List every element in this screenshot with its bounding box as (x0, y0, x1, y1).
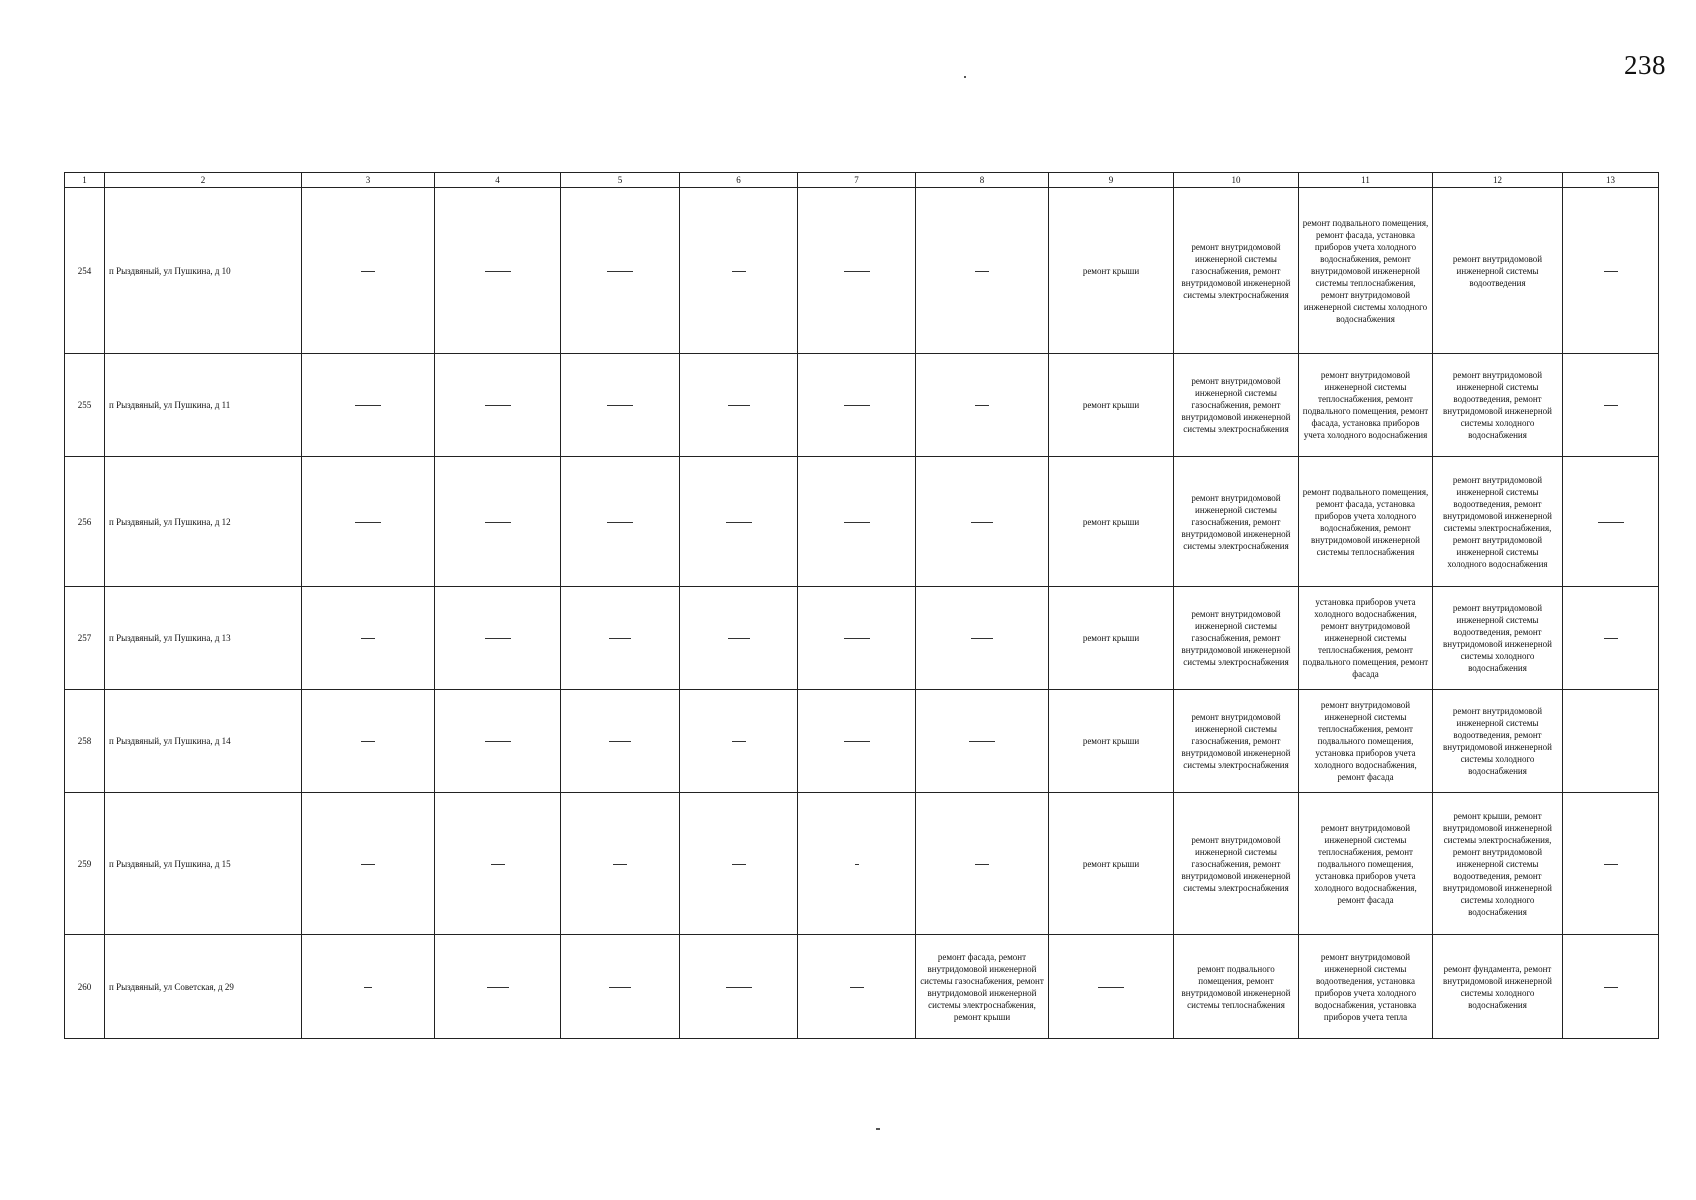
column-number: 2 (105, 173, 302, 188)
empty-cell (798, 935, 916, 1039)
table-row (65, 690, 1659, 793)
work-cell (916, 690, 1049, 793)
dash-mark (971, 522, 993, 523)
empty-cell (1563, 457, 1659, 587)
dash-mark (844, 741, 870, 742)
row-number: 260 (65, 935, 105, 1039)
work-cell: ремонт крыши (1049, 793, 1174, 935)
work-cell: ремонт подвального помещения, ремонт внутридомовой инженерной системы теплоснабжения (1174, 935, 1299, 1039)
dash-mark (728, 638, 750, 639)
dash-mark (1604, 638, 1618, 639)
empty-cell (561, 690, 680, 793)
dash-mark (361, 638, 375, 639)
work-cell: ремонт крыши (1049, 457, 1174, 587)
empty-cell (435, 690, 561, 793)
row-number: 254 (65, 188, 105, 354)
dash-mark (485, 741, 511, 742)
empty-cell (561, 587, 680, 690)
work-cell: ремонт внутридомовой инженерной системы газоснабжения, ремонт внутридомовой инженерной системы электроснабжения (1174, 354, 1299, 457)
empty-cell (561, 354, 680, 457)
empty-cell (680, 587, 798, 690)
dash-mark (364, 987, 372, 988)
empty-cell (561, 793, 680, 935)
dash-mark (609, 741, 631, 742)
work-cell: ремонт внутридомовой инженерной системы теплоснабжения, ремонт подвального помещения, установка приборов учета холодного водоснабжения, ремонт фасада (1299, 793, 1433, 935)
dash-mark (726, 522, 752, 523)
dash-mark (485, 638, 511, 639)
work-cell: ремонт внутридомовой инженерной системы водоотведения, ремонт внутридомовой инженерной системы электроснабжения, ремонт внутридомовой инженерной системы холодного водоснабжения (1433, 457, 1563, 587)
scan-speck (964, 76, 966, 78)
empty-cell (302, 587, 435, 690)
work-cell: ремонт крыши (1049, 587, 1174, 690)
dash-mark (613, 864, 627, 865)
dash-mark (355, 522, 381, 523)
dash-mark (844, 271, 870, 272)
table-row (65, 587, 1659, 690)
address-cell: п Рыздвяный, ул Пушкина, д 14 (105, 690, 302, 793)
work-cell (916, 587, 1049, 690)
address-cell: п Рыздвяный, ул Пушкина, д 11 (105, 354, 302, 457)
dash-mark (844, 638, 870, 639)
work-cell: ремонт внутридомовой инженерной системы водоотведения, ремонт внутридомовой инженерной системы холодного водоснабжения (1433, 690, 1563, 793)
empty-cell (798, 457, 916, 587)
work-cell (916, 354, 1049, 457)
empty-cell (798, 354, 916, 457)
dash-mark (607, 271, 633, 272)
dash-mark (1098, 987, 1124, 988)
dash-mark (844, 405, 870, 406)
empty-cell (435, 935, 561, 1039)
empty-cell (1563, 690, 1659, 793)
empty-cell (435, 457, 561, 587)
dash-mark (732, 741, 746, 742)
empty-cell (680, 793, 798, 935)
empty-cell (1563, 935, 1659, 1039)
dash-mark (491, 864, 505, 865)
row-number: 258 (65, 690, 105, 793)
dash-mark (361, 741, 375, 742)
column-number-row (65, 173, 1659, 188)
dash-mark (355, 405, 381, 406)
empty-cell (798, 188, 916, 354)
dash-mark (485, 271, 511, 272)
dash-mark (728, 405, 750, 406)
empty-cell (798, 793, 916, 935)
work-cell (916, 793, 1049, 935)
dash-mark (361, 864, 375, 865)
work-cell: ремонт внутридомовой инженерной системы газоснабжения, ремонт внутридомовой инженерной системы электроснабжения (1174, 188, 1299, 354)
dash-mark (487, 987, 509, 988)
address-cell: п Рыздвяный, ул Пушкина, д 12 (105, 457, 302, 587)
work-cell: ремонт крыши, ремонт внутридомовой инженерной системы электроснабжения, ремонт внутридомовой инженерной системы водоотведения, ремонт внутридомовой инженерной системы холодного водоснабжения (1433, 793, 1563, 935)
work-cell (916, 457, 1049, 587)
column-number: 3 (302, 173, 435, 188)
row-number: 255 (65, 354, 105, 457)
dash-mark (726, 987, 752, 988)
work-cell: ремонт крыши (1049, 188, 1174, 354)
work-cell: ремонт внутридомовой инженерной системы водоотведения (1433, 188, 1563, 354)
dash-mark (732, 271, 746, 272)
empty-cell (302, 793, 435, 935)
work-cell: ремонт внутридомовой инженерной системы газоснабжения, ремонт внутридомовой инженерной системы электроснабжения (1174, 690, 1299, 793)
table-row (65, 457, 1659, 587)
dash-mark (975, 271, 989, 272)
work-cell: ремонт внутридомовой инженерной системы теплоснабжения, ремонт подвального помещения, установка приборов учета холодного водоснабжения, ремонт фасада (1299, 690, 1433, 793)
work-cell: ремонт подвального помещения, ремонт фасада, установка приборов учета холодного водоснабжения, ремонт внутридомовой инженерной системы теплоснабжения, ремонт внутридомовой инженерной системы холодного водоснабжения (1299, 188, 1433, 354)
work-cell: ремонт внутридомовой инженерной системы теплоснабжения, ремонт подвального помещения, ремонт фасада, установка приборов учета холодного водоснабжения (1299, 354, 1433, 457)
empty-cell (302, 935, 435, 1039)
empty-cell (302, 690, 435, 793)
row-number: 256 (65, 457, 105, 587)
row-number: 259 (65, 793, 105, 935)
table-row (65, 354, 1659, 457)
empty-cell (435, 354, 561, 457)
empty-cell (680, 188, 798, 354)
empty-cell (798, 690, 916, 793)
repair-schedule-table (64, 172, 1659, 1039)
empty-cell (561, 935, 680, 1039)
dash-mark (1604, 987, 1618, 988)
dash-mark (1604, 405, 1618, 406)
work-cell: ремонт внутридомовой инженерной системы водоотведения, ремонт внутридомовой инженерной системы холодного водоснабжения (1433, 587, 1563, 690)
empty-cell (435, 793, 561, 935)
work-cell: ремонт внутридомовой инженерной системы водоотведения, ремонт внутридомовой инженерной системы холодного водоснабжения (1433, 354, 1563, 457)
dash-mark (485, 522, 511, 523)
dash-mark (850, 987, 864, 988)
row-number: 257 (65, 587, 105, 690)
dash-mark (1604, 271, 1618, 272)
dash-mark (1604, 864, 1618, 865)
scan-speck (876, 1128, 880, 1130)
column-number: 4 (435, 173, 561, 188)
address-cell: п Рыздвяный, ул Пушкина, д 13 (105, 587, 302, 690)
address-cell: п Рыздвяный, ул Пушкина, д 10 (105, 188, 302, 354)
dash-mark (1598, 522, 1624, 523)
dash-mark (844, 522, 870, 523)
column-number: 10 (1174, 173, 1299, 188)
empty-cell (302, 354, 435, 457)
empty-cell (1563, 793, 1659, 935)
work-cell: ремонт внутридомовой инженерной системы водоотведения, установка приборов учета холодного водоснабжения, установка приборов учета тепла (1299, 935, 1433, 1039)
dash-mark (361, 271, 375, 272)
page-number: 238 (1624, 50, 1666, 80)
empty-cell (435, 587, 561, 690)
dash-mark (732, 864, 746, 865)
work-cell: ремонт внутридомовой инженерной системы газоснабжения, ремонт внутридомовой инженерной системы электроснабжения (1174, 457, 1299, 587)
work-cell: ремонт фундамента, ремонт внутридомовой инженерной системы холодного водоснабжения (1433, 935, 1563, 1039)
empty-cell (680, 457, 798, 587)
empty-cell (680, 354, 798, 457)
work-cell: ремонт крыши (1049, 690, 1174, 793)
work-cell: ремонт внутридомовой инженерной системы газоснабжения, ремонт внутридомовой инженерной системы электроснабжения (1174, 793, 1299, 935)
dash-mark (607, 522, 633, 523)
column-number: 12 (1433, 173, 1563, 188)
column-number: 9 (1049, 173, 1174, 188)
work-cell: ремонт крыши (1049, 354, 1174, 457)
address-cell: п Рыздвяный, ул Пушкина, д 15 (105, 793, 302, 935)
table-row (65, 188, 1659, 354)
work-cell: ремонт подвального помещения, ремонт фасада, установка приборов учета холодного водоснабжения, ремонт внутридомовой инженерной системы теплоснабжения (1299, 457, 1433, 587)
column-number: 1 (65, 173, 105, 188)
dash-mark (855, 864, 859, 865)
column-number: 7 (798, 173, 916, 188)
work-cell: ремонт фасада, ремонт внутридомовой инженерной системы газоснабжения, ремонт внутридомовой инженерной системы электроснабжения, ремонт крыши (916, 935, 1049, 1039)
empty-cell (680, 935, 798, 1039)
empty-cell (1563, 188, 1659, 354)
column-number: 11 (1299, 173, 1433, 188)
empty-cell (561, 188, 680, 354)
dash-mark (485, 405, 511, 406)
dash-mark (969, 741, 995, 742)
empty-cell (302, 188, 435, 354)
dash-mark (609, 987, 631, 988)
dash-mark (975, 405, 989, 406)
address-cell: п Рыздвяный, ул Советская, д 29 (105, 935, 302, 1039)
dash-mark (609, 638, 631, 639)
empty-cell (435, 188, 561, 354)
work-cell (916, 188, 1049, 354)
dash-mark (971, 638, 993, 639)
work-cell (1049, 935, 1174, 1039)
empty-cell (561, 457, 680, 587)
column-number: 6 (680, 173, 798, 188)
empty-cell (1563, 587, 1659, 690)
dash-mark (975, 864, 989, 865)
column-number: 13 (1563, 173, 1659, 188)
work-cell: установка приборов учета холодного водоснабжения, ремонт внутридомовой инженерной системы теплоснабжения, ремонт подвального помещения, ремонт фасада (1299, 587, 1433, 690)
table-row (65, 793, 1659, 935)
empty-cell (798, 587, 916, 690)
dash-mark (607, 405, 633, 406)
work-cell: ремонт внутридомовой инженерной системы газоснабжения, ремонт внутридомовой инженерной системы электроснабжения (1174, 587, 1299, 690)
empty-cell (302, 457, 435, 587)
column-number: 5 (561, 173, 680, 188)
empty-cell (1563, 354, 1659, 457)
empty-cell (680, 690, 798, 793)
table-row (65, 935, 1659, 1039)
column-number: 8 (916, 173, 1049, 188)
